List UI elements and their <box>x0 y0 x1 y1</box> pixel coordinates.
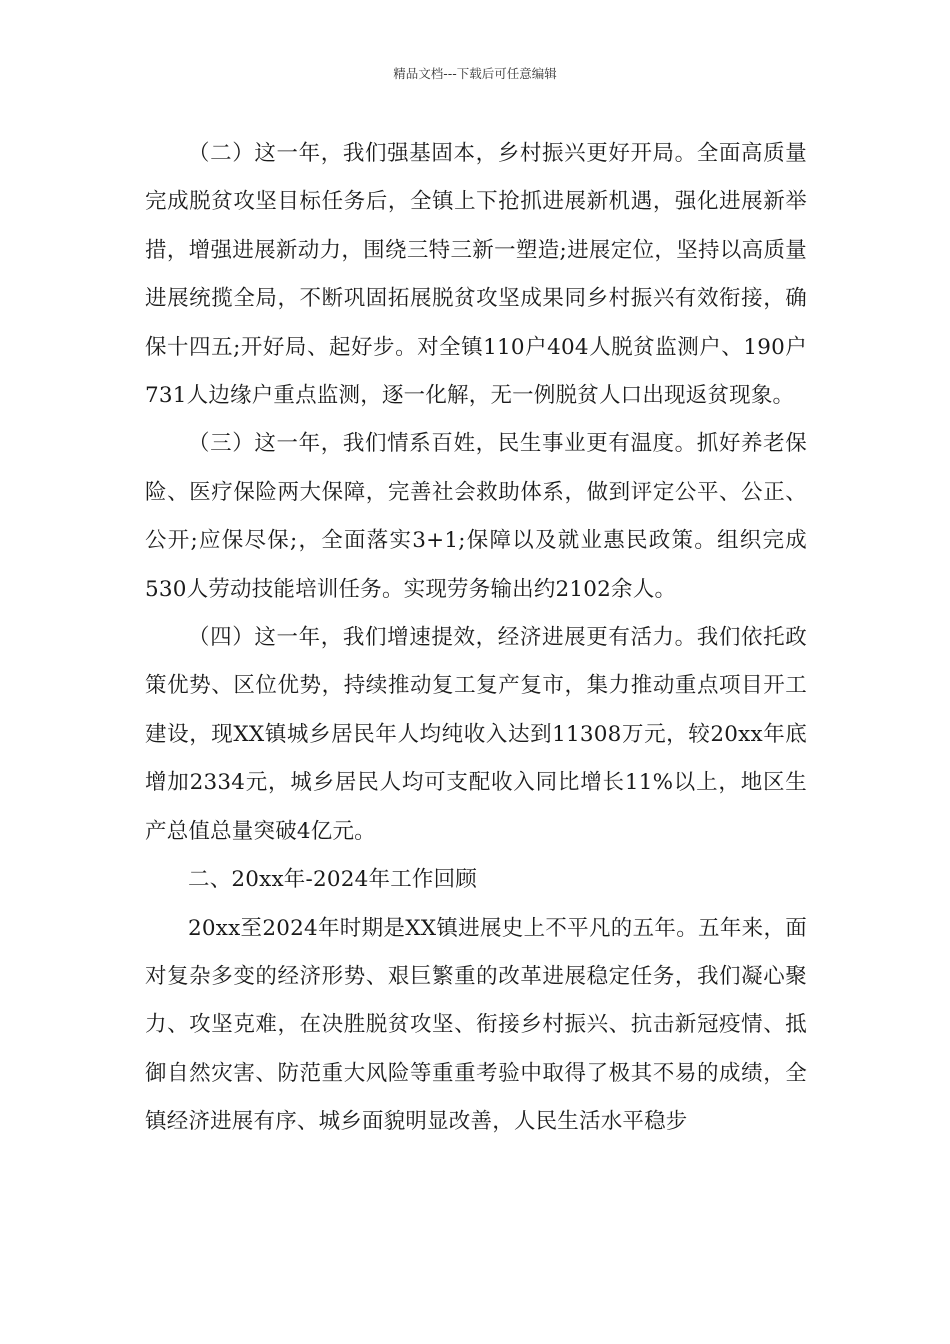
document-body <box>145 130 807 1147</box>
header-text: 精品文档---下载后可任意编辑 <box>393 66 557 81</box>
paragraph-section-3: （三）这一年，我们情系百姓，民生事业更有温度。抓好养老保险、医疗保险两大保障，完善社会救助体系，做到评定公平、公正、公开;应保尽保;，全面落实3+1;保障以及就业惠民政策。组织完成530人劳动技能培训任务。实现劳务输出约2102余人。 <box>145 431 807 602</box>
paragraph-review-intro: 20xx至2024年时期是XX镇进展史上不平凡的五年。五年来，面对复杂多变的经济形势、艰巨繁重的改革进展稳定任务，我们凝心聚力、攻坚克难，在决胜脱贫攻坚、衔接乡村振兴、抗击新冠疫情、抵御自然灾害、防范重大风险等重重考验中取得了极其不易的成绩，全镇经济进展有序、城乡面貌明显改善，人民生活水平稳步 <box>145 915 807 1135</box>
paragraph-section-2: （二）这一年，我们强基固本，乡村振兴更好开局。全面高质量完成脱贫攻坚目标任务后，全镇上下抢抓进展新机遇，强化进展新举措，增强进展新动力，围绕三特三新一塑造;进展定位，坚持以高质量进展统揽全局，不断巩固拓展脱贫攻坚成果同乡村振兴有效衔接，确保十四五;开好局、起好步。对全镇110户404人脱贫监测户、190户731人边缘户重点监测，逐一化解，无一例脱贫人口出现返贫现象。 <box>145 141 807 409</box>
page-header <box>0 66 950 82</box>
paragraph-section-4: （四）这一年，我们增速提效，经济进展更有活力。我们依托政策优势、区位优势，持续推动复工复产复市，集力推动重点项目开工建设，现XX镇城乡居民年人均纯收入达到11308万元，较20xx年底增加2334元，城乡居民人均可支配收入同比增长11%以上，地区生产总值总量突破4亿元。 <box>145 625 807 844</box>
section-heading-review: 二、20xx年-2024年工作回顾 <box>188 867 477 893</box>
